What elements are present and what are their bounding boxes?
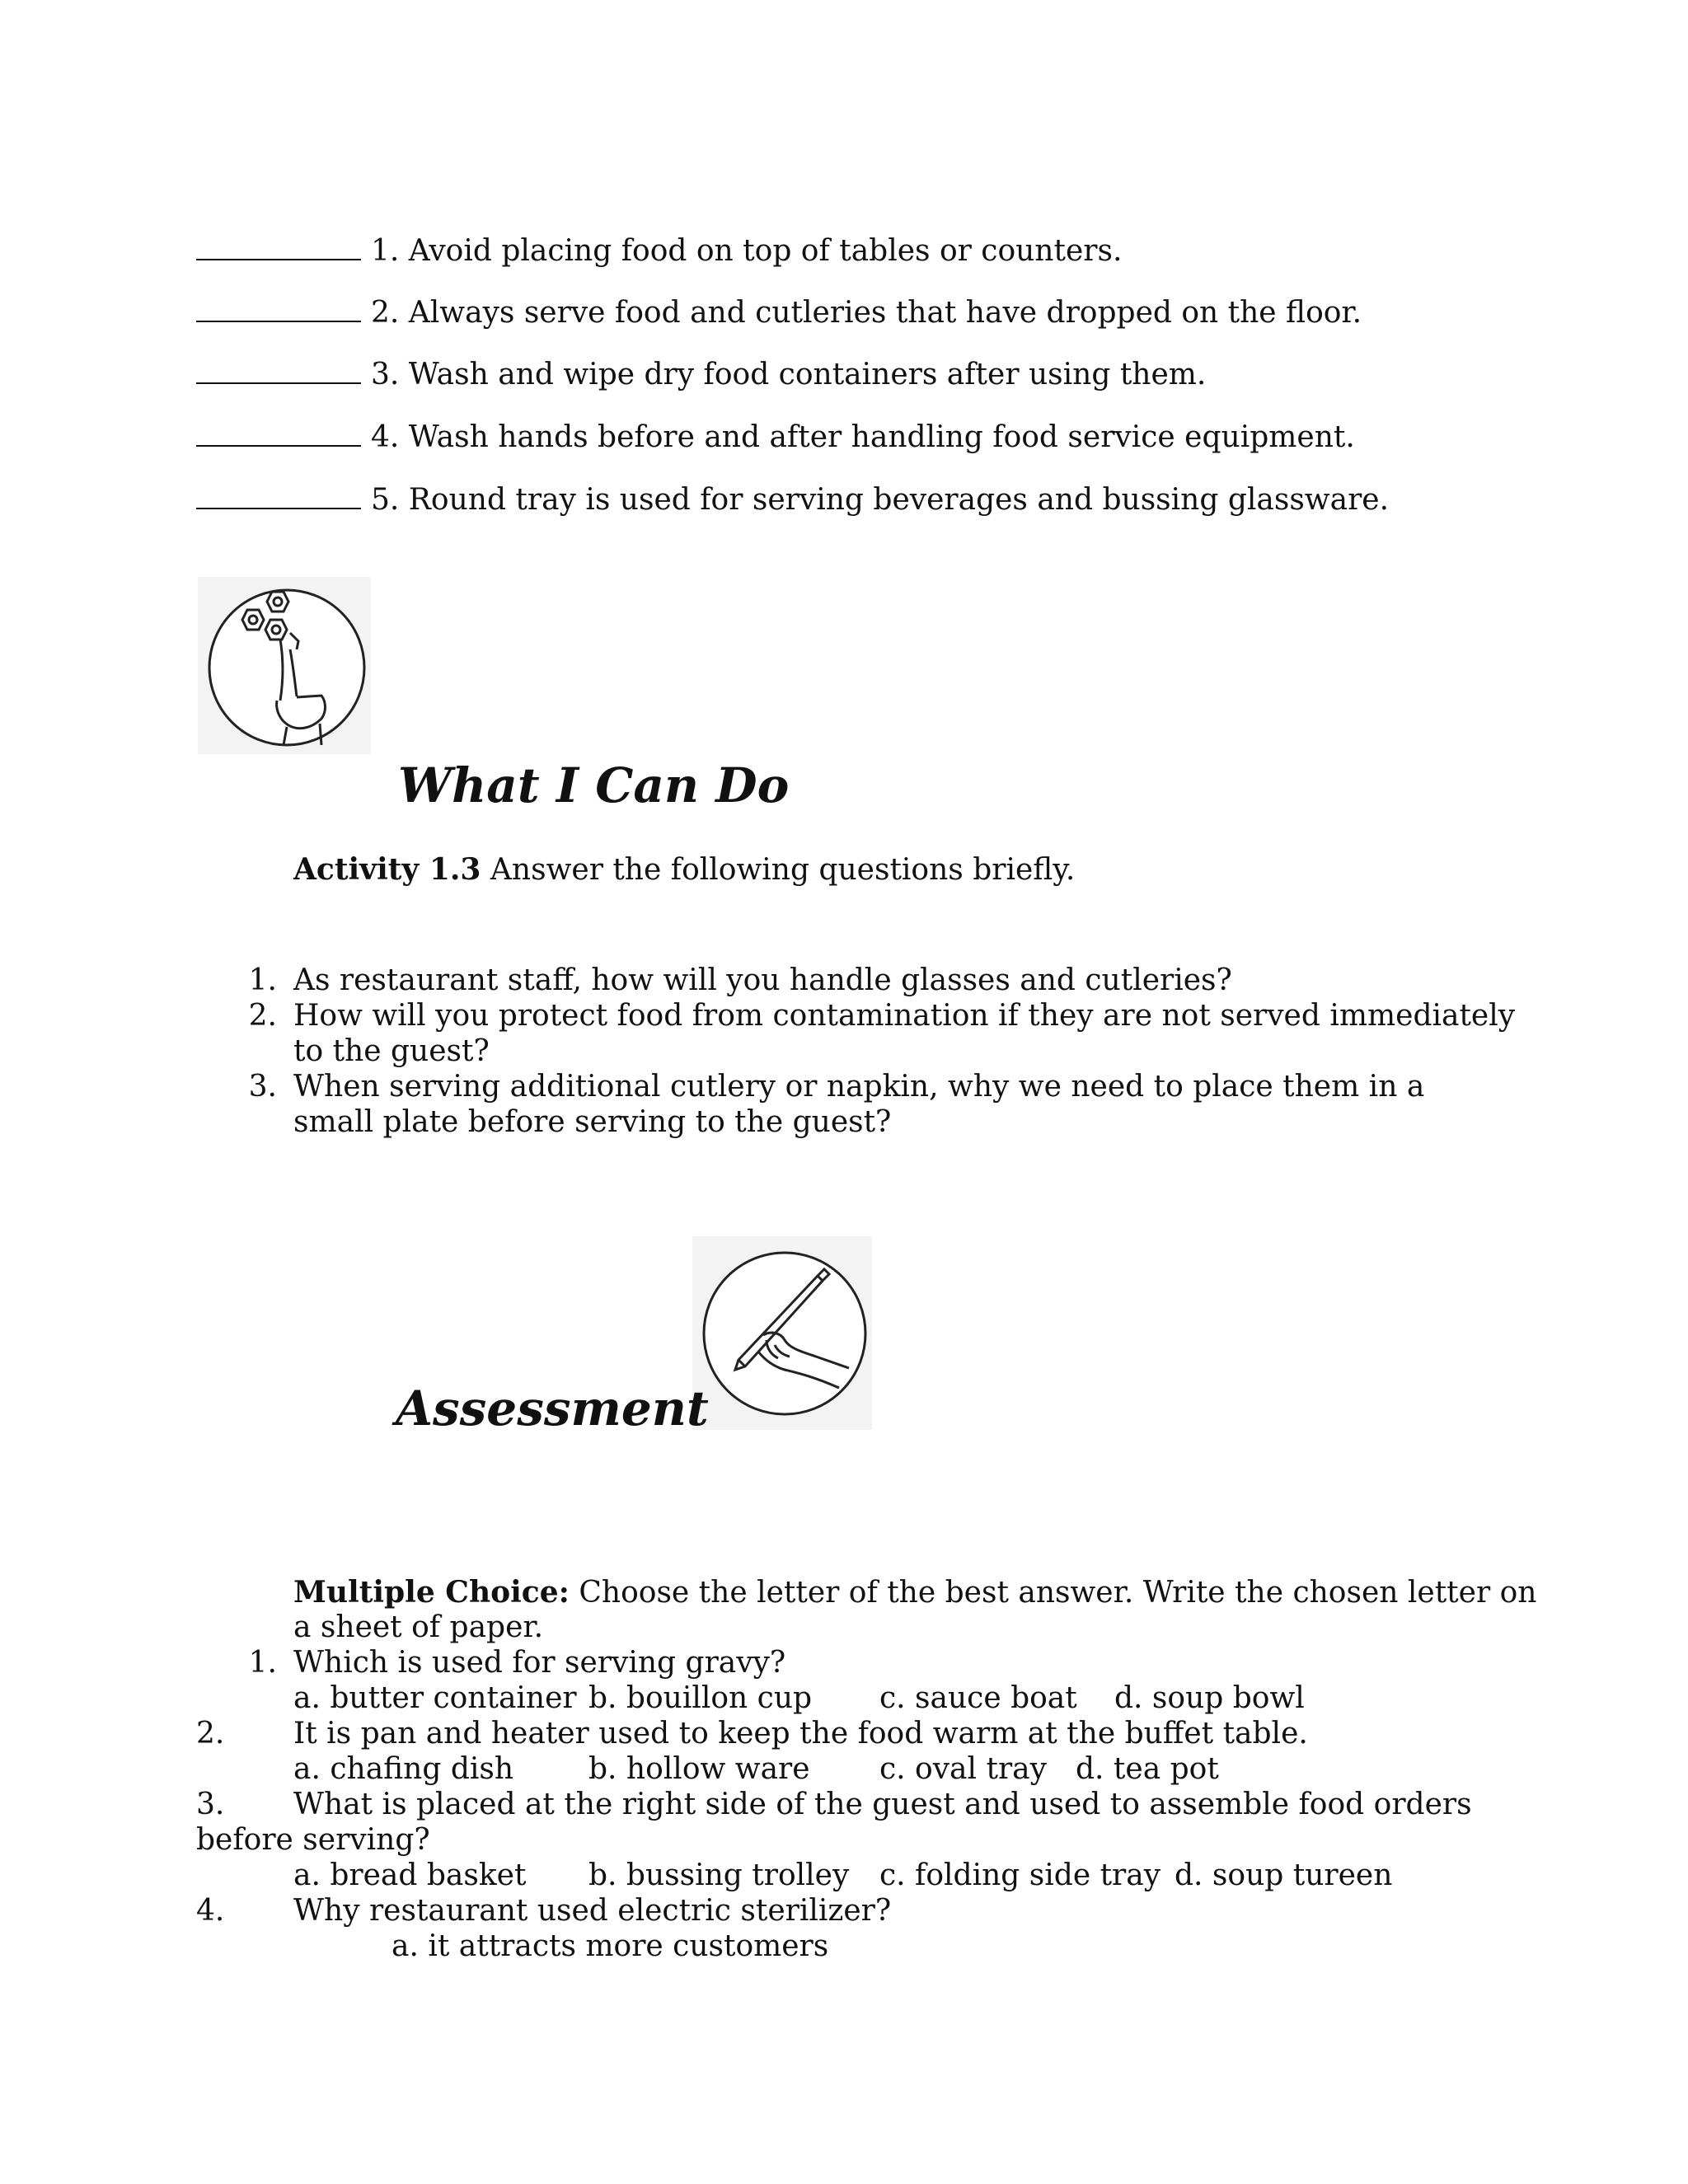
question-2: 2. How will you protect food from contamination if they are not served immediately [248, 999, 1516, 1033]
mc-question-3: What is placed at the right side of the guest and used to assemble food orders [293, 1788, 1472, 1821]
answer-blank[interactable] [196, 420, 361, 447]
mc-choice: c. oval tray [879, 1752, 1047, 1786]
section-title-assessment: Assessment [396, 1380, 709, 1436]
assessment-instructions: Multiple Choice: Choose the letter of the best answer. Write the chosen letter on [293, 1575, 1537, 1610]
mc-choice: d. soup bowl [1114, 1681, 1305, 1715]
tf-item-3: 3. Wash and wipe dry food containers after using them. [196, 357, 1206, 393]
mc-question-3-num: 3. [196, 1788, 225, 1821]
tf-item-2: 2. Always serve food and cutleries that have dropped on the floor. [196, 295, 1362, 331]
activity-label: Activity 1.3 [293, 852, 481, 887]
activity-text: Answer the following questions briefly. [481, 853, 1076, 887]
mc-choice: c. sauce boat [879, 1681, 1077, 1715]
tf-item-1: 1. Avoid placing food on top of tables or counters. [196, 233, 1122, 269]
mc-choice: b. bussing trolley [588, 1858, 850, 1892]
instructions-label: Multiple Choice: [293, 1575, 570, 1610]
mc-question-4-num: 4. [196, 1894, 225, 1928]
mc-choice: c. folding side tray [879, 1858, 1161, 1892]
mc-question-4: Why restaurant used electric sterilizer? [293, 1894, 892, 1928]
hand-gears-icon [198, 577, 371, 754]
assessment-instructions-line-2: a sheet of paper. [293, 1610, 544, 1644]
mc-choice: d. tea pot [1076, 1752, 1219, 1786]
activity-instruction [293, 851, 1075, 888]
question-3: 3. When serving additional cutlery or napkin, why we need to place them in a [248, 1070, 1425, 1104]
section-title-what-i-can-do: What I Can Do [398, 757, 790, 813]
mc-question-1: 1. Which is used for serving gravy? [248, 1646, 786, 1680]
mc-question-3-line-2: before serving? [196, 1823, 430, 1857]
mc-choice: a. bread basket [293, 1858, 527, 1892]
answer-blank[interactable] [196, 358, 361, 384]
answer-blank[interactable] [196, 234, 361, 260]
mc-question-2: It is pan and heater used to keep the food warm at the buffet table. [293, 1717, 1308, 1750]
mc-choice: a. chafing dish [293, 1752, 514, 1786]
mc-choice: a. it attracts more customers [392, 1929, 829, 1963]
question-1: 1. As restaurant staff, how will you handle glasses and cutleries? [248, 963, 1232, 997]
tf-item-5: 5. Round tray is used for serving beverages and bussing glassware. [196, 482, 1389, 518]
answer-blank[interactable] [196, 483, 361, 509]
mc-choice: a. butter container [293, 1681, 577, 1715]
question-3-line-2: small plate before serving to the guest? [293, 1105, 892, 1139]
mc-question-2-num: 2. [196, 1717, 225, 1750]
mc-choice: b. hollow ware [588, 1752, 810, 1786]
mc-choice: b. bouillon cup [588, 1681, 813, 1715]
mc-choice: d. soup tureen [1175, 1858, 1393, 1892]
hand-pencil-icon [692, 1236, 872, 1430]
question-2-line-2: to the guest? [293, 1034, 490, 1068]
tf-item-4: 4. Wash hands before and after handling food service equipment. [196, 419, 1355, 456]
answer-blank[interactable] [196, 296, 361, 322]
